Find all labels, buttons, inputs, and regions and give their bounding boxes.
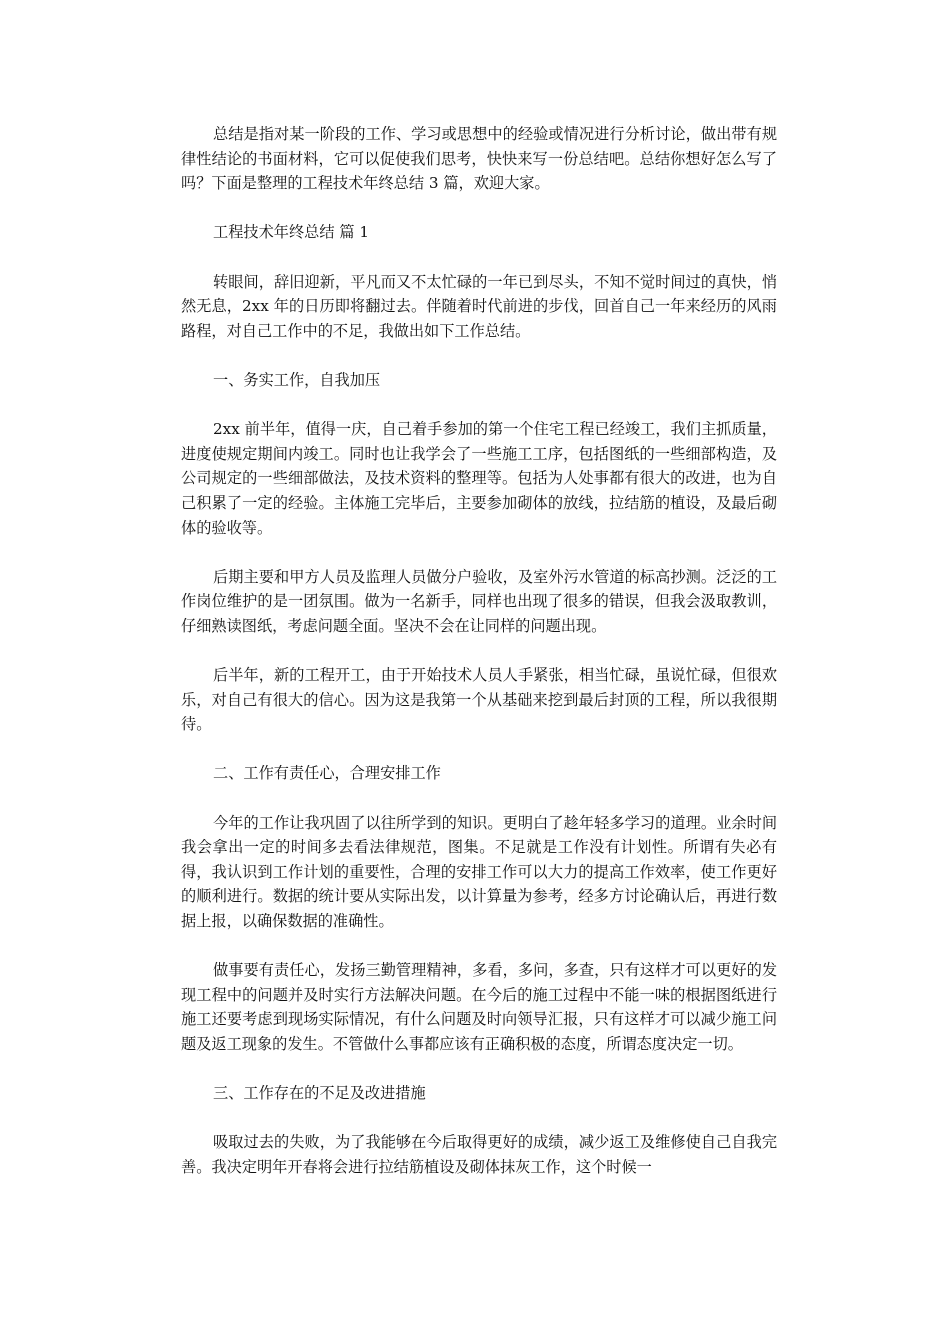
section-heading: 二、工作有责任心，合理安排工作 [213, 764, 441, 783]
body-paragraph: 今年的工作让我巩固了以往所学到的知识。更明白了趁年轻多学习的道理。业余时间我会拿出一定的时间多去看法律规范，图集。不足就是工作没有计划性。所谓有失必有得，我认识到工作计划的重要性，合理的安排工作可以大力的提高工作效率，使工作更好的顺利进行。数据的统计要从实际出发，以计算量为参考，经多方讨论确认后，再进行数据上报，以确保数据的准确性。 [181, 813, 777, 930]
body-paragraph: 2xx 前半年，值得一庆，自己着手参加的第一个住宅工程已经竣工，我们主抓质量，进度使规定期间内竣工。同时也让我学会了一些施工工序，包括图纸的一些细部构造，及公司规定的一些细部做法，及技术资料的整理等。包括为人处事都有很大的改进，也为自己积累了一定的经验。主体施工完毕后，主要参加砌体的放线，拉结筋的植设，及最后砌体的验收等。 [181, 420, 777, 537]
article-title: 工程技术年终总结 篇 1 [213, 223, 370, 242]
section-heading: 三、工作存在的不足及改进措施 [213, 1084, 426, 1103]
body-paragraph: 吸取过去的失败，为了我能够在今后取得更好的成绩，减少返工及维修使自己自我完善。我决定明年开春将会进行拉结筋植设及砌体抹灰工作，这个时候一 [181, 1133, 777, 1176]
intro-paragraph: 总结是指对某一阶段的工作、学习或思想中的经验或情况进行分析讨论，做出带有规律性结论的书面材料，它可以促使我们思考，快快来写一份总结吧。总结你想好怎么写了吗？下面是整理的工程技术年终总结 3 篇，欢迎大家。 [181, 125, 777, 193]
section-heading: 一、务实工作，自我加压 [213, 370, 381, 389]
document-body [181, 122, 777, 1204]
body-paragraph: 后期主要和甲方人员及监理人员做分户验收，及室外污水管道的标高抄测。泛泛的工作岗位维护的是一团氛围。做为一名新手，同样也出现了很多的错误，但我会汲取教训，仔细熟读图纸，考虑问题全面。坚决不会在让同样的问题出现。 [181, 567, 777, 635]
body-paragraph: 做事要有责任心，发扬三勤管理精神，多看，多问，多查，只有这样才可以更好的发现工程中的问题并及时实行方法解决问题。在今后的施工过程中不能一味的根据图纸进行施工还要考虑到现场实际情况，有什么问题及时向领导汇报，只有这样才可以减少施工问题及返工现象的发生。不管做什么事都应该有正确积极的态度，所谓态度决定一切。 [181, 961, 777, 1053]
body-paragraph: 转眼间，辞旧迎新，平凡而又不太忙碌的一年已到尽头，不知不觉时间过的真快，悄然无息，2xx 年的日历即将翻过去。伴随着时代前进的步伐，回首自己一年来经历的风雨路程，对自己工作中的不足，我做出如下工作总结。 [181, 272, 777, 340]
body-paragraph: 后半年，新的工程开工，由于开始技术人员人手紧张，相当忙碌，虽说忙碌，但很欢乐，对自己有很大的信心。因为这是我第一个从基础来挖到最后封顶的工程，所以我很期待。 [181, 666, 777, 734]
